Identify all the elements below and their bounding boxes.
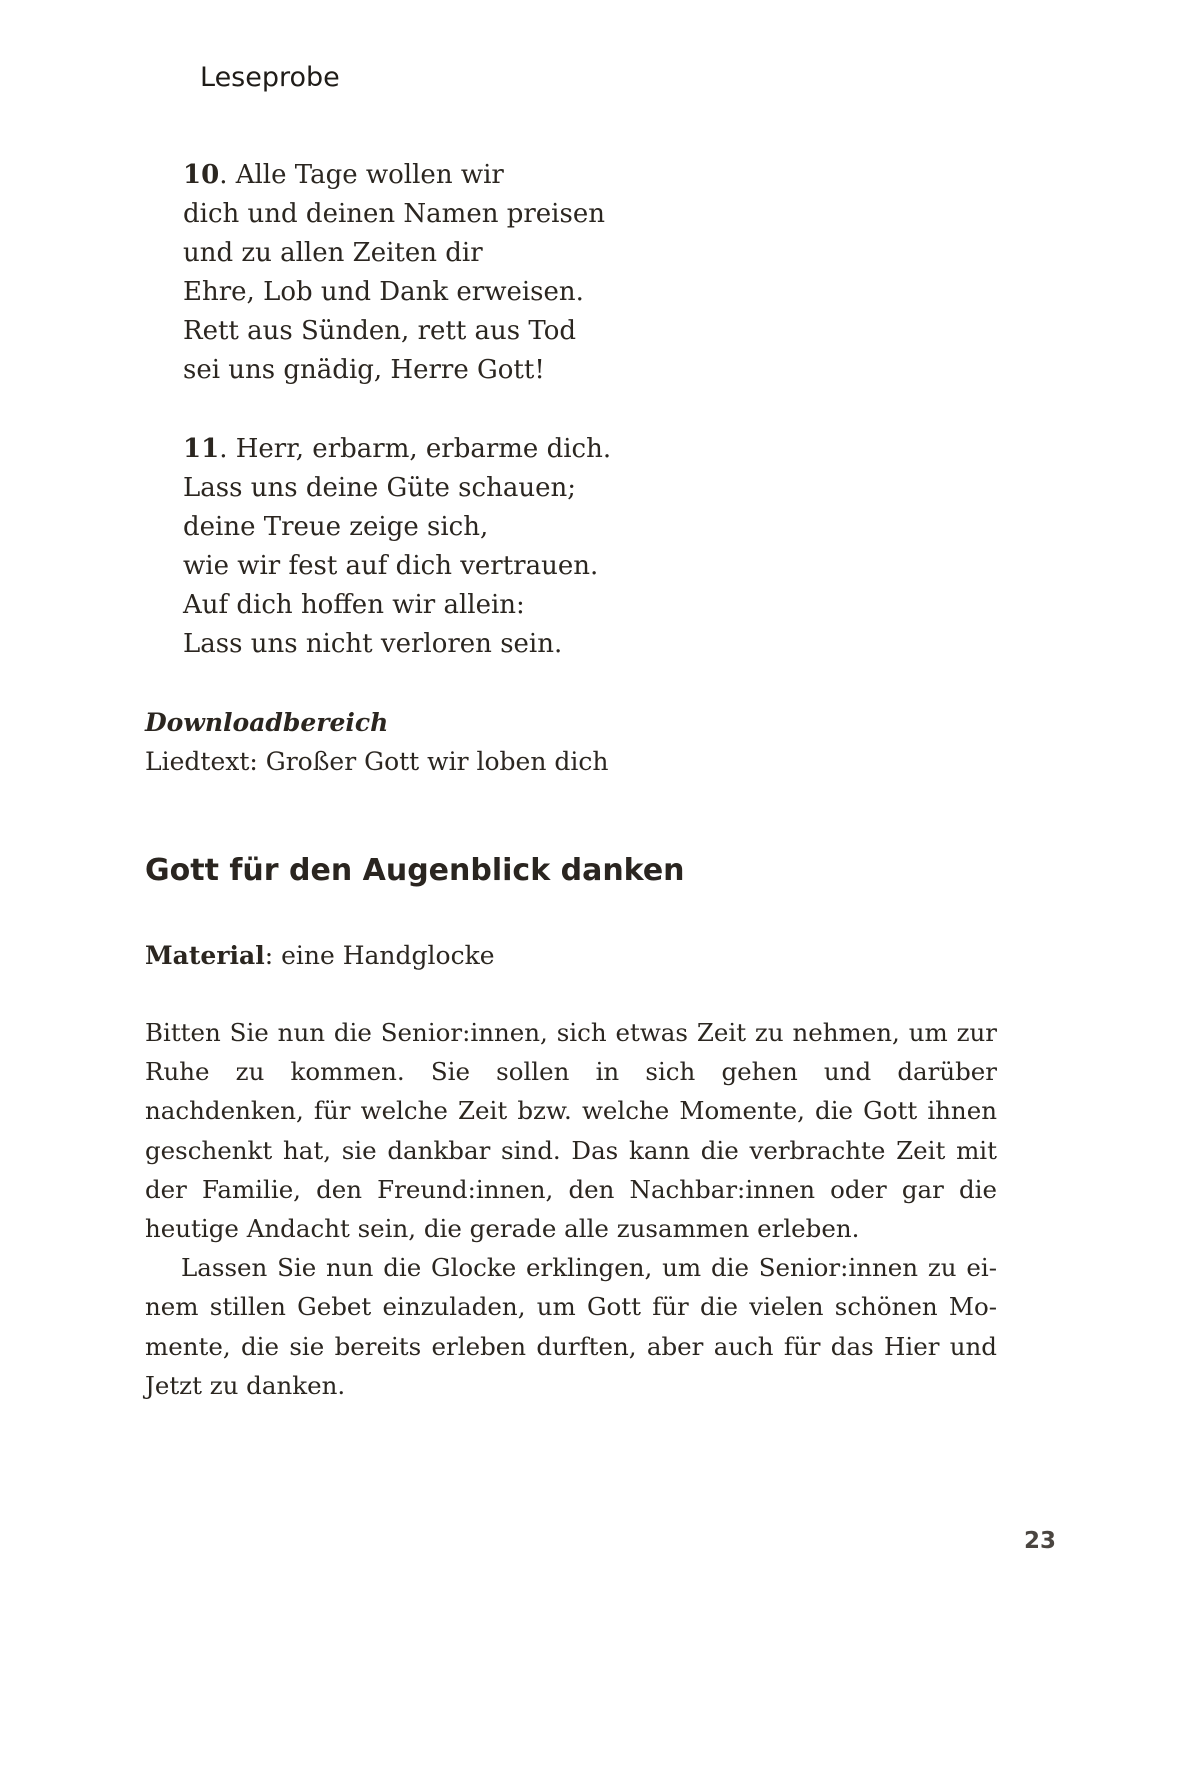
body-paragraph: Lassen Sie nun die Glocke erklingen, um die Senior:innen zu einem stillen Gebet einzuladen, um Gott für die vielen schönen Momente, die sie bereits erleben durften, aber auch für das Hier und Jetzt zu danken. bbox=[145, 1253, 997, 1400]
download-title: Downloadbereich bbox=[145, 708, 389, 737]
body-paragraph: Bitten Sie nun die Senior:innen, sich etwas Zeit zu nehmen, um zur Ruhe zu kommen. Sie sollen in sich gehen und darüber nachdenken, für welche Zeit bzw. welche Momente, die Gott ihnen geschenkt hat, sie dankbar sind. Das kann die verbrachte Zeit mit der Familie, den Freund:innen, den Nachbar:innen oder gar die heutige Andacht sein, die gerade alle zusammen erleben. bbox=[145, 1018, 997, 1244]
verse-line: Ehre, Lob und Dank erweisen. bbox=[183, 277, 584, 307]
verse-line: wie wir fest auf dich vertrauen. bbox=[183, 551, 599, 581]
material-line bbox=[145, 936, 495, 975]
verse-line: deine Treue zeige sich, bbox=[183, 512, 489, 542]
verse-line: Lass uns nicht verloren sein. bbox=[183, 629, 563, 659]
download-text: Liedtext: Großer Gott wir loben dich bbox=[145, 747, 609, 776]
verse-line: dich und deinen Namen preisen bbox=[183, 199, 605, 229]
body-text bbox=[145, 1013, 997, 1405]
material-label: Material bbox=[145, 941, 265, 970]
header-label: Leseprobe bbox=[200, 62, 340, 93]
verse-text: Alle Tage wollen wir bbox=[235, 160, 504, 190]
verse-line: sei uns gnädig, Herre Gott! bbox=[183, 355, 545, 385]
download-section bbox=[145, 703, 608, 781]
verse-number: 10 bbox=[183, 160, 220, 190]
verse-line: Lass uns deine Güte schauen; bbox=[183, 473, 576, 503]
verse-10 bbox=[183, 156, 605, 390]
verse-11 bbox=[183, 430, 611, 664]
verse-line: 11. Herr, erbarm, erbarme dich. bbox=[183, 434, 612, 464]
material-value: : eine Handglocke bbox=[264, 941, 495, 970]
verse-line: und zu allen Zeiten dir bbox=[183, 238, 483, 268]
verse-line: Rett aus Sünden, rett aus Tod bbox=[183, 316, 577, 346]
verse-line: 10. Alle Tage wollen wir bbox=[183, 160, 504, 190]
verse-line: Auf dich hoffen wir allein: bbox=[183, 590, 525, 620]
verse-text: Herr, erbarm, erbarme dich. bbox=[235, 434, 612, 464]
page-number: 23 bbox=[1024, 1528, 1057, 1554]
section-title: Gott für den Augenblick danken bbox=[145, 853, 685, 888]
verse-number: 11 bbox=[183, 434, 220, 464]
